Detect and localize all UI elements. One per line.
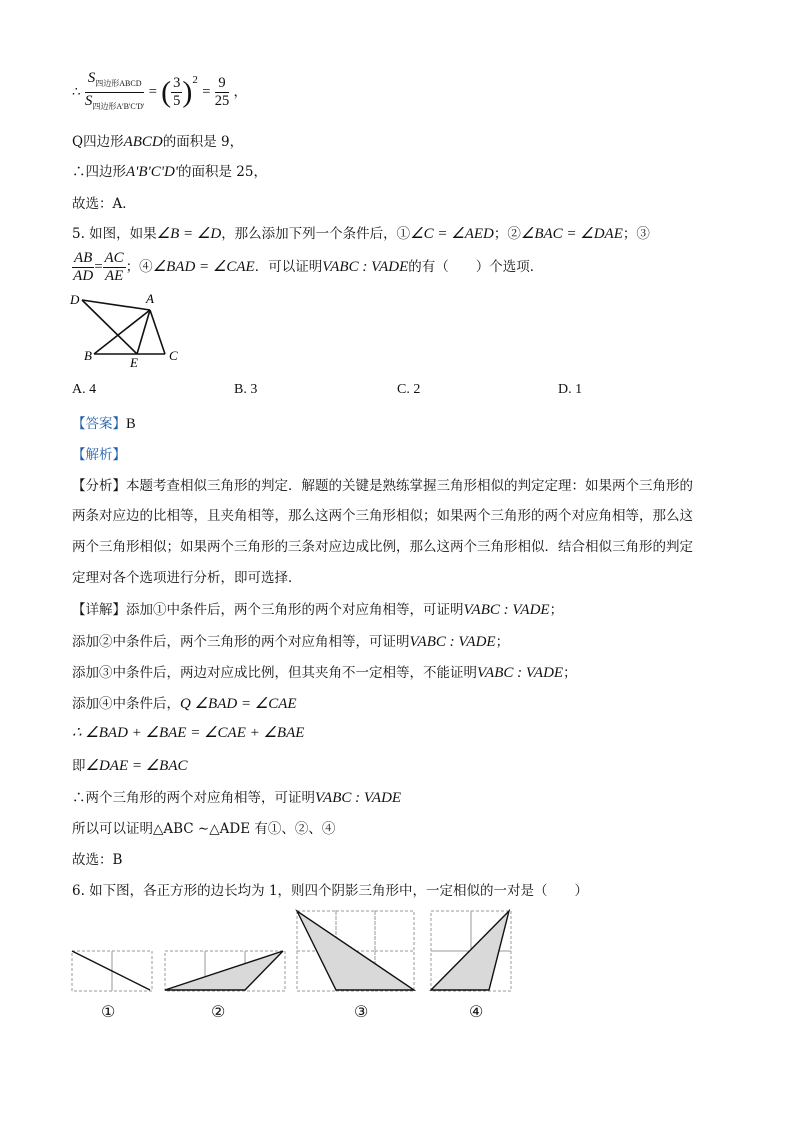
q6-caption-3: ③ <box>354 1002 369 1021</box>
shaded-triangle-1 <box>72 951 150 990</box>
q5-option-c[interactable]: C. 2 <box>397 382 421 397</box>
detail-line-9: 故选：B <box>72 852 123 868</box>
answer-line: 【答案】B <box>72 416 136 432</box>
ac-ae-fraction: $\frac{AC}{AE}$ <box>104 250 124 284</box>
q5-figure <box>70 290 190 370</box>
q6-caption-2: ② <box>211 1002 226 1021</box>
detail-line-8: 所以可以证明△ABC ∼△ADE 有①、②、④ <box>72 821 336 837</box>
analysis-line-2: 两条对应边的比相等，且夹角相等，那么这两个三角形相似；如果两个三角形的两个对应角相等，那么这 <box>72 508 693 524</box>
detail-line-3: 添加③中条件后，两边对应成比例，但其夹角不一定相等，不能证明VABC : VADE； <box>72 665 577 681</box>
area-a2b2c2d2-line: ∴四边形A'B'C'D'的面积是 25， <box>72 164 267 180</box>
ab-ad-fraction: $\frac{AB}{AD}$ <box>73 250 94 284</box>
q6-stem: 6. 如下图，各正方形的边长均为 1，则四个阴影三角形中，一定相似的一对是（ ） <box>72 883 589 899</box>
area-ratio-line: ∴ $\frac{S_{四边形ABCD}}{S_{四边形A'B'C'D'}}$ = ( $\frac{3}{5}$ )$^2$ = $\frac{9}{25}$ ， <box>72 70 247 115</box>
analysis-line-3: 两个三角形相似；如果两个三角形的三条对应边成比例，那么这两个三角形相似．结合相似三角形的判定 <box>72 539 693 555</box>
q5-stem-line1: 5. 如图，如果∠B = ∠D，那么添加下列一个条件后，①∠C = ∠AED；②∠BAC = ∠DAE；③ <box>72 226 650 242</box>
detail-line-4: 添加④中条件后，Q ∠BAD = ∠CAE <box>72 696 297 712</box>
shaded-triangle-2 <box>165 951 283 990</box>
analysis-heading: 【解析】 <box>72 447 126 463</box>
detail-line-6: 即∠DAE = ∠BAC <box>72 758 188 774</box>
segment-ac <box>150 310 165 354</box>
detail-line-2: 添加②中条件后，两个三角形的两个对应角相等，可证明VABC : VADE； <box>72 634 510 650</box>
analysis-line-1: 【分析】本题考查相似三角形的判定．解题的关键是熟练掌握三角形相似的判定定理：如果两个三角形的 <box>72 478 693 494</box>
q5-option-b[interactable]: B. 3 <box>234 382 258 397</box>
label-b: B <box>84 348 92 363</box>
analysis-line-4: 定理对各个选项进行分析，即可选择． <box>72 570 302 586</box>
detail-line-7: ∴两个三角形的两个对应角相等，可证明VABC : VADE <box>72 790 402 806</box>
label-e: E <box>130 355 138 370</box>
q5-stem-line2: $\frac{AB}{AD}$ = $\frac{AC}{AE}$ ；④∠BAD = ∠CAE．可以证明VABC : VADE的有（ ）个选项． <box>73 250 544 284</box>
q5-option-d[interactable]: D. 1 <box>558 382 583 397</box>
label-a: A <box>146 291 154 306</box>
area-ratio-fraction: $\frac{S_{四边形ABCD}}{S_{四边形A'B'C'D'}}$ <box>84 70 145 111</box>
q6-caption-4: ④ <box>469 1002 484 1021</box>
result-fraction: $\frac{9}{25}$ <box>214 75 230 109</box>
q6-figure-4 <box>430 910 512 992</box>
ratio-fraction: $\frac{3}{5}$ <box>173 75 181 109</box>
segment-ba <box>94 310 150 354</box>
q6-figure-3 <box>296 910 416 992</box>
choice-line: 故选：A． <box>72 196 136 212</box>
q6-caption-1: ① <box>101 1002 116 1021</box>
segment-ae <box>137 310 150 354</box>
label-c: C <box>169 348 178 363</box>
q6-figure-2 <box>164 950 286 992</box>
q5-option-a[interactable]: A. 4 <box>72 382 97 397</box>
q6-figure-1 <box>71 950 153 992</box>
detail-line-1: 【详解】添加①中条件后，两个三角形的两个对应角相等，可证明VABC : VADE； <box>72 602 564 618</box>
segment-da <box>82 300 150 310</box>
detail-line-5: ∴ ∠BAD + ∠BAE = ∠CAE + ∠BAE <box>72 725 305 741</box>
label-d: D <box>70 292 80 307</box>
area-abcd-line: Q四边形ABCD的面积是 9， <box>72 134 244 150</box>
